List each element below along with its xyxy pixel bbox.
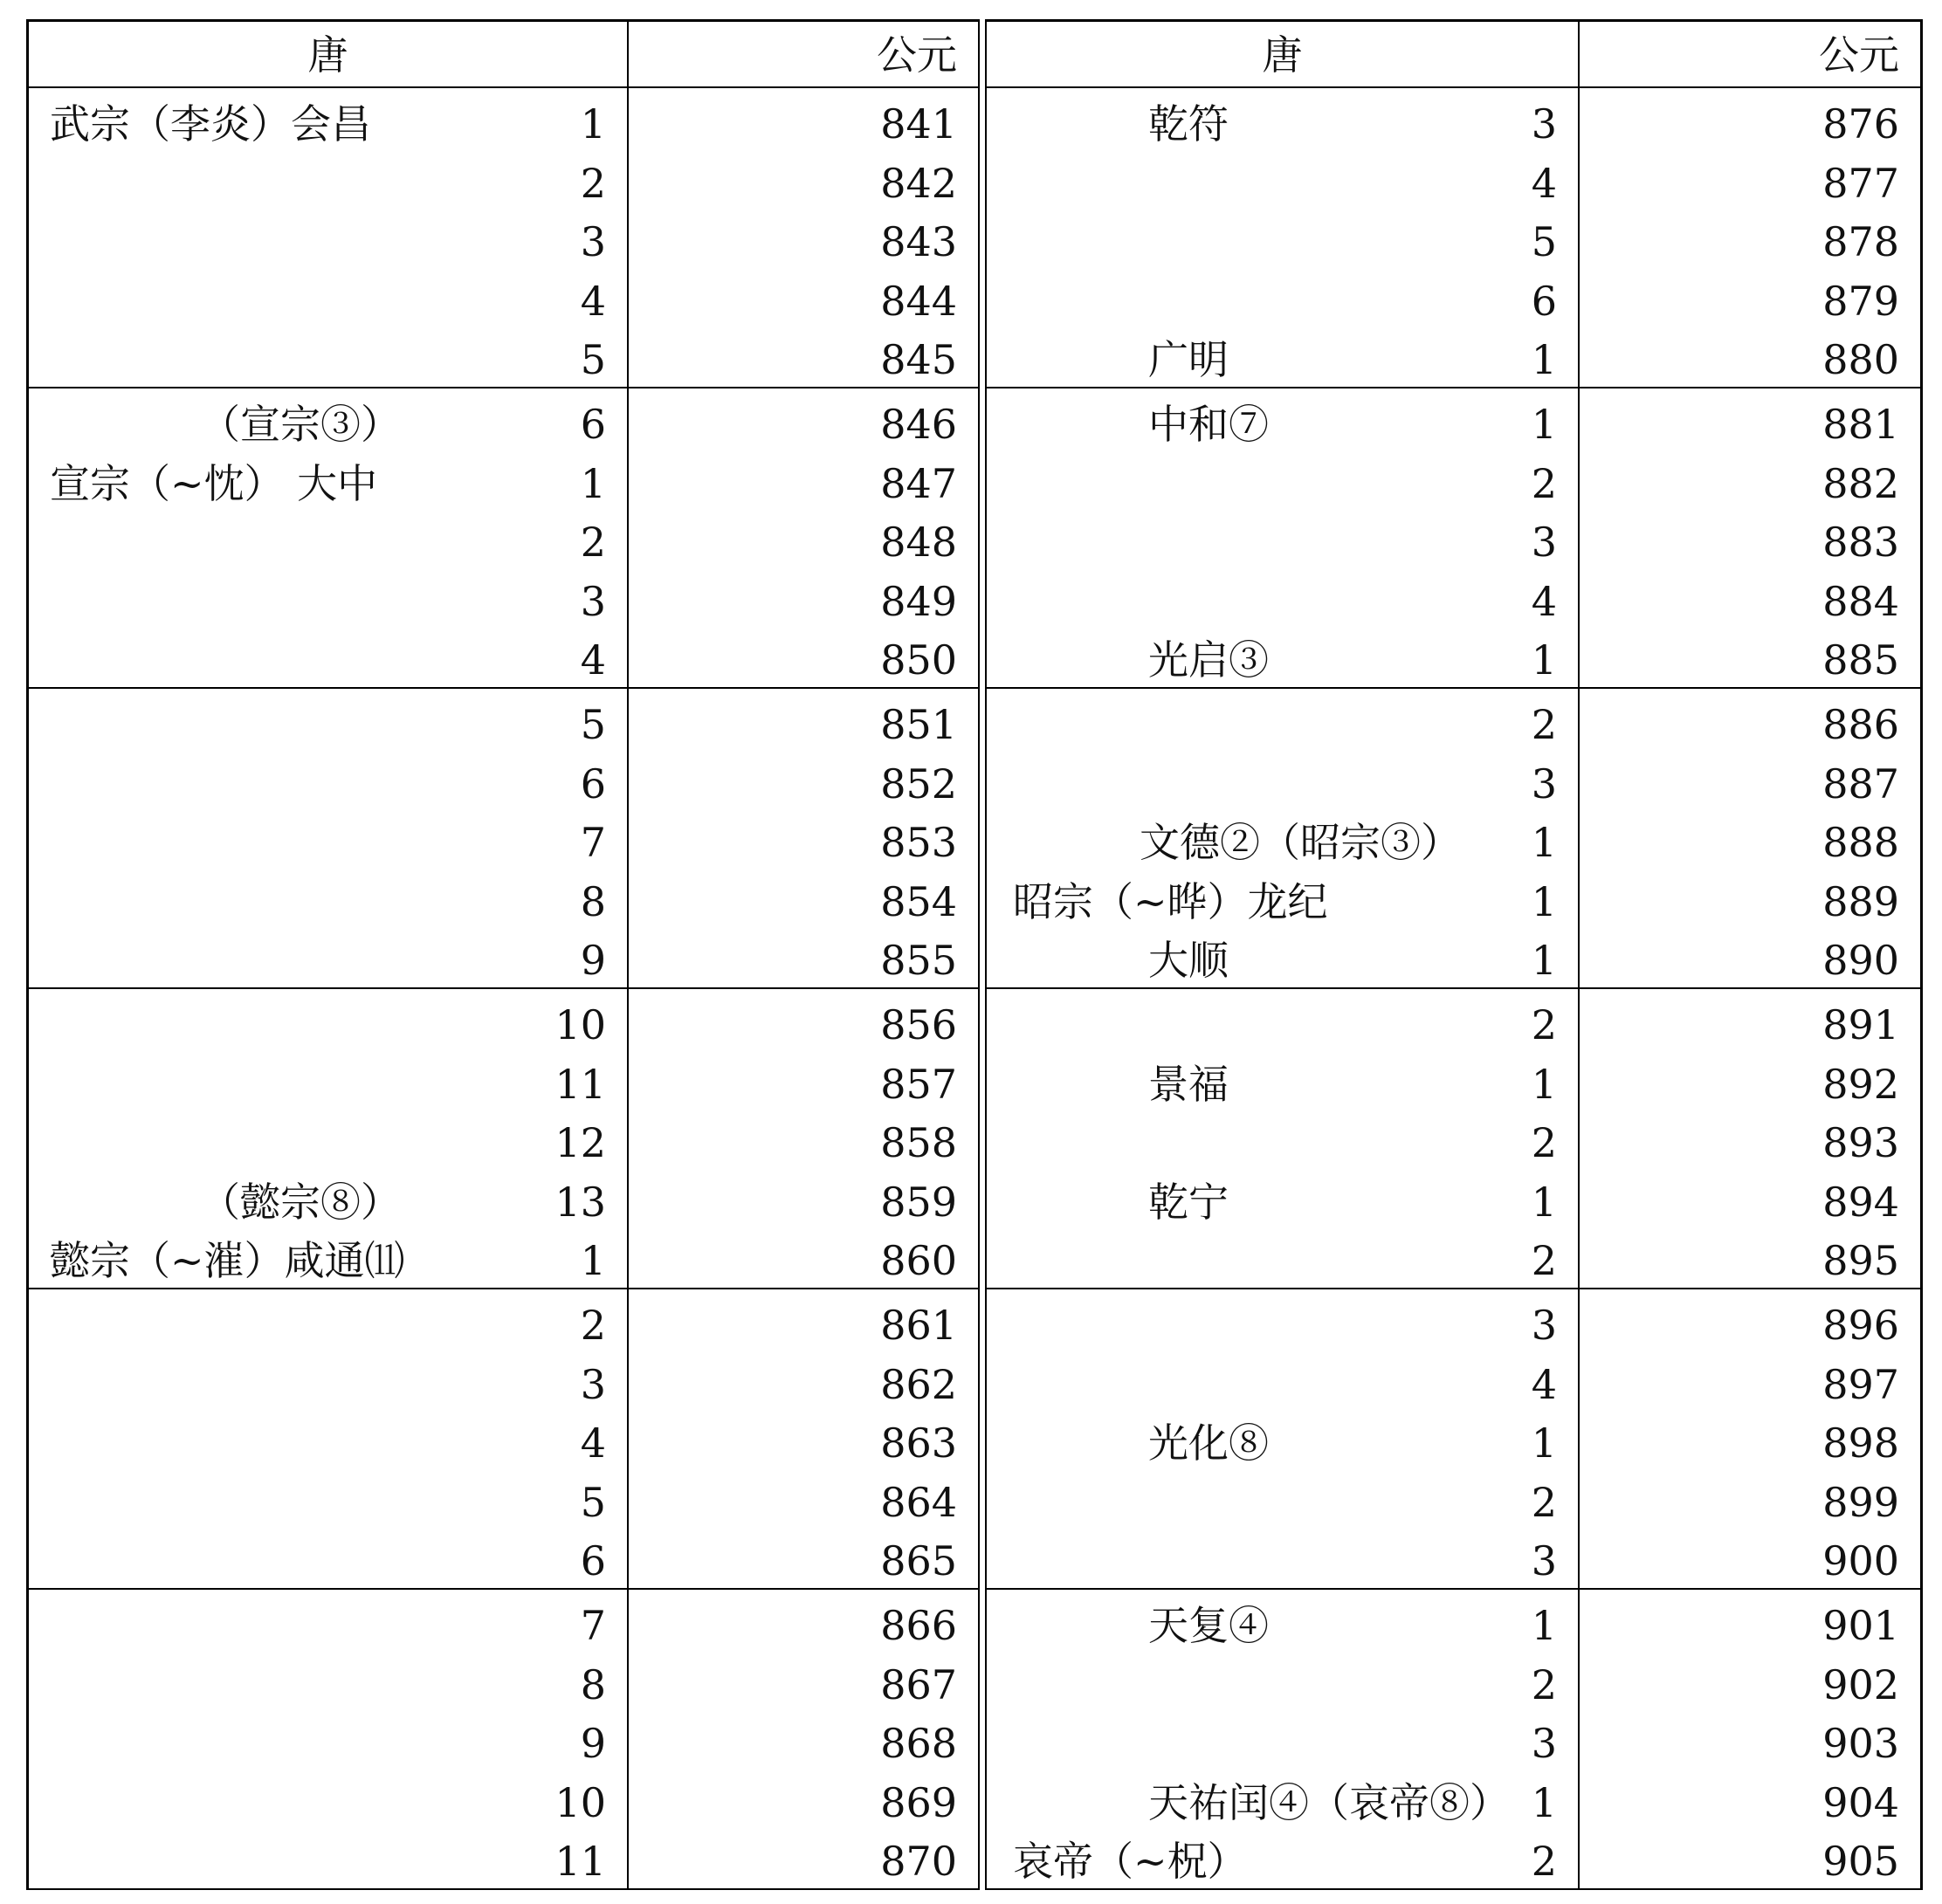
reign-year-number: 5 (1531, 218, 1557, 265)
ad-year: 881 (1822, 401, 1899, 448)
table-row (1580, 631, 1920, 691)
right-ad-cell (1578, 1289, 1923, 1590)
header-right-dynasty: 唐 (985, 19, 1578, 88)
table-row (29, 1597, 627, 1656)
table-row (987, 272, 1578, 332)
table-row (1580, 1774, 1920, 1833)
table-row (1580, 573, 1920, 632)
ad-year: 858 (880, 1119, 957, 1166)
table-row (629, 873, 978, 932)
reign-year-number: 2 (580, 159, 606, 207)
reign-year-number: 6 (580, 760, 606, 808)
table-row (1580, 1832, 1920, 1892)
table-row (987, 631, 1578, 691)
table-row (29, 1114, 627, 1173)
table-row (1580, 513, 1920, 573)
reign-year-number: 3 (1531, 519, 1557, 566)
header-right-ad: 公元 (1578, 19, 1923, 88)
ad-year: 864 (880, 1478, 957, 1526)
right-era-cell (985, 989, 1578, 1289)
reign-year-number: 2 (1531, 459, 1557, 507)
reign-label: 乾宁 (1148, 1178, 1229, 1226)
ad-year: 879 (1822, 277, 1899, 325)
ad-year: 868 (880, 1720, 957, 1767)
left-era-cell (26, 1590, 627, 1890)
ad-year: 897 (1822, 1360, 1899, 1408)
reign-year-number: 2 (1531, 1660, 1557, 1708)
right-ad-cell (1578, 88, 1923, 388)
ad-year: 859 (880, 1178, 957, 1226)
reign-year-number: 10 (554, 1778, 606, 1826)
table-row (1580, 996, 1920, 1055)
right-ad-cell (1578, 1590, 1923, 1890)
reign-year-number: 1 (1531, 1178, 1557, 1226)
reign-year-number: 2 (1531, 701, 1557, 748)
ad-year: 877 (1822, 159, 1899, 207)
header-left-dynasty: 唐 (26, 19, 627, 88)
ad-year: 843 (880, 218, 957, 265)
table-row (1580, 696, 1920, 755)
table-row (987, 213, 1578, 272)
reign-year-number: 1 (1531, 1778, 1557, 1826)
reign-year-number: 6 (580, 1537, 606, 1584)
reign-year-number: 5 (580, 701, 606, 748)
table-row (629, 1715, 978, 1774)
table-block (26, 1590, 1923, 1890)
reign-year-number: 4 (580, 277, 606, 325)
table-row (629, 1474, 978, 1533)
table-row (987, 1414, 1578, 1474)
table-row (1580, 331, 1920, 390)
reign-year-number: 1 (1531, 636, 1557, 684)
reign-year-number: 4 (580, 636, 606, 684)
reign-year-number: 4 (1531, 577, 1557, 625)
ad-year: 863 (880, 1419, 957, 1467)
ad-year: 845 (880, 336, 957, 383)
table-row (1580, 1232, 1920, 1291)
reign-year-number: 9 (580, 1720, 606, 1767)
table-row (1580, 455, 1920, 514)
table-block (26, 388, 1923, 689)
reign-label: 文德②（昭宗③） (1140, 819, 1461, 866)
reign-year-number: 1 (580, 1237, 606, 1284)
table-row (29, 1715, 627, 1774)
table-row (629, 1356, 978, 1415)
ad-year: 905 (1822, 1838, 1899, 1885)
ad-year: 895 (1822, 1237, 1899, 1284)
right-era-cell (985, 689, 1578, 989)
ad-year: 849 (880, 577, 957, 625)
table-block (26, 88, 1923, 388)
table-row (29, 1356, 627, 1415)
table-row (1580, 873, 1920, 932)
table-row (1580, 1414, 1920, 1474)
ad-year: 841 (880, 100, 957, 148)
table-row (629, 814, 978, 873)
reign-label: 昭宗（~晔）龙纪 (1013, 877, 1328, 925)
ad-year: 896 (1822, 1302, 1899, 1349)
table-block (26, 1289, 1923, 1590)
left-era-cell (26, 388, 627, 689)
table-row (629, 455, 978, 514)
reign-year-number: 12 (554, 1119, 606, 1166)
reign-year-number: 2 (1531, 1001, 1557, 1048)
table-row (29, 455, 627, 514)
table-row (29, 1414, 627, 1474)
ad-year: 894 (1822, 1178, 1899, 1226)
ad-year: 890 (1822, 937, 1899, 984)
ad-year: 844 (880, 277, 957, 325)
ad-year: 886 (1822, 701, 1899, 748)
ad-year: 903 (1822, 1720, 1899, 1767)
reign-year-number: 3 (1531, 100, 1557, 148)
reign-year-number: 3 (1531, 1537, 1557, 1584)
reign-year-number: 3 (1531, 760, 1557, 808)
table-row (629, 1055, 978, 1115)
table-row (987, 1597, 1578, 1656)
ad-year: 888 (1822, 819, 1899, 866)
table-row (629, 696, 978, 755)
table-row (987, 573, 1578, 632)
table-row (629, 95, 978, 155)
table-row (987, 513, 1578, 573)
reign-year-number: 2 (1531, 1838, 1557, 1885)
ad-year: 856 (880, 1001, 957, 1048)
left-ad-cell (627, 88, 980, 388)
ad-year: 885 (1822, 636, 1899, 684)
table-row (1580, 814, 1920, 873)
table-block (26, 989, 1923, 1289)
table-row (987, 1114, 1578, 1173)
reign-year-number: 9 (580, 937, 606, 984)
reign-year-number: 4 (580, 1419, 606, 1467)
left-ad-cell (627, 689, 980, 989)
table-row (1580, 1173, 1920, 1233)
table-row (1580, 1474, 1920, 1533)
left-era-cell (26, 689, 627, 989)
ad-year: 880 (1822, 336, 1899, 383)
table-header (26, 19, 1923, 88)
table-row (629, 1173, 978, 1233)
table-row (629, 1774, 978, 1833)
table-row (629, 931, 978, 991)
table-row (29, 1173, 627, 1233)
table-row (629, 573, 978, 632)
reign-year-number: 1 (1531, 1060, 1557, 1108)
table-row (29, 873, 627, 932)
ad-year: 869 (880, 1778, 957, 1826)
table-row (1580, 95, 1920, 155)
ad-year: 857 (880, 1060, 957, 1108)
table-row (29, 331, 627, 390)
ad-year: 891 (1822, 1001, 1899, 1048)
reign-year-number: 8 (580, 1660, 606, 1708)
reign-label: 大顺 (1148, 937, 1229, 984)
reign-label: 光化⑧ (1148, 1419, 1269, 1467)
reign-year-number: 4 (1531, 159, 1557, 207)
ad-year: 893 (1822, 1119, 1899, 1166)
ad-year: 852 (880, 760, 957, 808)
left-era-cell (26, 1289, 627, 1590)
table-row (987, 1356, 1578, 1415)
ad-year: 882 (1822, 459, 1899, 507)
reign-year-number: 2 (580, 1302, 606, 1349)
reign-year-number: 1 (580, 100, 606, 148)
reign-year-number: 8 (580, 877, 606, 925)
table-row (29, 1656, 627, 1715)
table-row (629, 155, 978, 214)
table-body (26, 88, 1923, 1890)
table-row (629, 755, 978, 815)
table-row (29, 1774, 627, 1833)
table-row (987, 996, 1578, 1055)
table-row (987, 1055, 1578, 1115)
table-row (987, 814, 1578, 873)
reign-label: 武宗（李炎）会昌 (50, 100, 371, 148)
table-row (29, 1296, 627, 1356)
table-row (29, 1232, 627, 1291)
table-row (987, 755, 1578, 815)
table-row (987, 155, 1578, 214)
ad-year: 902 (1822, 1660, 1899, 1708)
table-row (987, 1173, 1578, 1233)
table-row (1580, 1715, 1920, 1774)
reign-year-number: 5 (580, 336, 606, 383)
table-block (26, 689, 1923, 989)
reign-year-number: 1 (1531, 819, 1557, 866)
ad-year: 876 (1822, 100, 1899, 148)
reign-label: 宣宗（~忱） 大中 (50, 459, 378, 507)
table-row (987, 873, 1578, 932)
table-row (629, 631, 978, 691)
table-row (629, 513, 978, 573)
table-row (1580, 395, 1920, 455)
reign-year-number: 5 (580, 1478, 606, 1526)
table-row (629, 395, 978, 455)
ad-year: 846 (880, 401, 957, 448)
reign-year-number: 1 (1531, 937, 1557, 984)
table-row (629, 1414, 978, 1474)
table-row (629, 1296, 978, 1356)
reign-year-number: 13 (554, 1178, 606, 1226)
table-row (987, 1656, 1578, 1715)
reign-year-number: 1 (1531, 877, 1557, 925)
table-row (1580, 1114, 1920, 1173)
table-row (29, 755, 627, 815)
reign-year-number: 11 (554, 1838, 606, 1885)
ad-year: 861 (880, 1302, 957, 1349)
table-row (987, 696, 1578, 755)
left-ad-cell (627, 1289, 980, 1590)
table-row (1580, 1356, 1920, 1415)
reign-year-number: 1 (1531, 1602, 1557, 1649)
table-row (629, 996, 978, 1055)
ad-year: 866 (880, 1602, 957, 1649)
ad-year: 862 (880, 1360, 957, 1408)
reign-year-number: 2 (1531, 1119, 1557, 1166)
table-row (629, 1832, 978, 1892)
table-row (987, 95, 1578, 155)
reign-year-number: 1 (1531, 401, 1557, 448)
reign-label: （宣宗③） (200, 401, 401, 448)
ad-year: 884 (1822, 577, 1899, 625)
table-row (987, 1474, 1578, 1533)
table-row (29, 1832, 627, 1892)
reign-label: 哀帝（~柷） (1013, 1838, 1248, 1885)
table-row (29, 213, 627, 272)
table-row (29, 814, 627, 873)
reign-label: 广明 (1148, 336, 1229, 383)
reign-label: 天祐闰④（哀帝⑧） (1148, 1778, 1510, 1826)
right-era-cell (985, 88, 1578, 388)
ad-year: 848 (880, 519, 957, 566)
right-era-cell (985, 1590, 1578, 1890)
table-row (629, 1114, 978, 1173)
right-era-cell (985, 1289, 1578, 1590)
reign-label: 光启③ (1148, 636, 1269, 684)
table-row (29, 996, 627, 1055)
ad-year: 865 (880, 1537, 957, 1584)
table-row (29, 272, 627, 332)
ad-year: 870 (880, 1838, 957, 1885)
reign-label: 天复④ (1148, 1602, 1269, 1649)
right-era-cell (985, 388, 1578, 689)
reign-year-number: 1 (580, 459, 606, 507)
reign-year-number: 2 (1531, 1478, 1557, 1526)
ad-year: 847 (880, 459, 957, 507)
right-ad-cell (1578, 388, 1923, 689)
reign-year-number: 10 (554, 1001, 606, 1048)
ad-year: 853 (880, 819, 957, 866)
reign-year-number: 6 (580, 401, 606, 448)
left-ad-cell (627, 1590, 980, 1890)
ad-year: 899 (1822, 1478, 1899, 1526)
table-row (629, 1532, 978, 1591)
table-row (987, 931, 1578, 991)
table-row (29, 95, 627, 155)
reign-year-number: 1 (1531, 336, 1557, 383)
reign-year-number: 11 (554, 1060, 606, 1108)
table-row (29, 1055, 627, 1115)
table-row (987, 1232, 1578, 1291)
table-row (29, 513, 627, 573)
right-ad-cell (1578, 689, 1923, 989)
table-row (1580, 1532, 1920, 1591)
reign-year-number: 7 (580, 819, 606, 866)
table-row (1580, 155, 1920, 214)
table-row (29, 1532, 627, 1591)
ad-year: 887 (1822, 760, 1899, 808)
ad-year: 901 (1822, 1602, 1899, 1649)
table-row (29, 1474, 627, 1533)
reign-label: 懿宗（~漼）咸通⑾ (50, 1237, 405, 1284)
reign-year-table (26, 19, 1923, 1894)
table-row (1580, 1055, 1920, 1115)
header-left-ad: 公元 (627, 19, 980, 88)
table-row (629, 1232, 978, 1291)
reign-year-number: 2 (1531, 1237, 1557, 1284)
left-era-cell (26, 88, 627, 388)
table-row (987, 395, 1578, 455)
table-row (629, 1597, 978, 1656)
ad-year: 854 (880, 877, 957, 925)
ad-year: 898 (1822, 1419, 1899, 1467)
table-row (987, 1832, 1578, 1892)
table-row (629, 1656, 978, 1715)
table-row (29, 696, 627, 755)
ad-year: 900 (1822, 1537, 1899, 1584)
ad-year: 878 (1822, 218, 1899, 265)
reign-year-number: 4 (1531, 1360, 1557, 1408)
reign-year-number: 3 (580, 577, 606, 625)
reign-year-number: 3 (1531, 1302, 1557, 1349)
ad-year: 855 (880, 937, 957, 984)
reign-year-number: 1 (1531, 1419, 1557, 1467)
ad-year: 851 (880, 701, 957, 748)
reign-year-number: 3 (580, 1360, 606, 1408)
reign-label: 中和⑦ (1148, 401, 1269, 448)
table-row (1580, 1597, 1920, 1656)
reign-label: 景福 (1148, 1060, 1229, 1108)
table-row (1580, 755, 1920, 815)
table-row (987, 331, 1578, 390)
ad-year: 842 (880, 159, 957, 207)
left-era-cell (26, 989, 627, 1289)
reign-year-number: 7 (580, 1602, 606, 1649)
reign-year-number: 3 (580, 218, 606, 265)
table-row (1580, 213, 1920, 272)
ad-year: 889 (1822, 877, 1899, 925)
reign-year-number: 3 (1531, 1720, 1557, 1767)
left-ad-cell (627, 388, 980, 689)
ad-year: 904 (1822, 1778, 1899, 1826)
table-row (29, 631, 627, 691)
table-row (1580, 931, 1920, 991)
ad-year: 892 (1822, 1060, 1899, 1108)
table-row (1580, 1656, 1920, 1715)
table-row (1580, 1296, 1920, 1356)
table-row (987, 1774, 1578, 1833)
reign-label: （懿宗⑧） (200, 1178, 401, 1226)
table-row (629, 272, 978, 332)
table-row (987, 1532, 1578, 1591)
table-row (29, 573, 627, 632)
ad-year: 883 (1822, 519, 1899, 566)
ad-year: 850 (880, 636, 957, 684)
table-row (29, 155, 627, 214)
table-row (1580, 272, 1920, 332)
table-row (29, 395, 627, 455)
ad-year: 867 (880, 1660, 957, 1708)
table-row (987, 455, 1578, 514)
table-row (987, 1715, 1578, 1774)
reign-year-number: 6 (1531, 277, 1557, 325)
left-ad-cell (627, 989, 980, 1289)
right-ad-cell (1578, 989, 1923, 1289)
ad-year: 860 (880, 1237, 957, 1284)
table-row (629, 331, 978, 390)
reign-year-number: 2 (580, 519, 606, 566)
table-row (29, 931, 627, 991)
table-row (987, 1296, 1578, 1356)
reign-label: 乾符 (1148, 100, 1229, 148)
table-row (629, 213, 978, 272)
